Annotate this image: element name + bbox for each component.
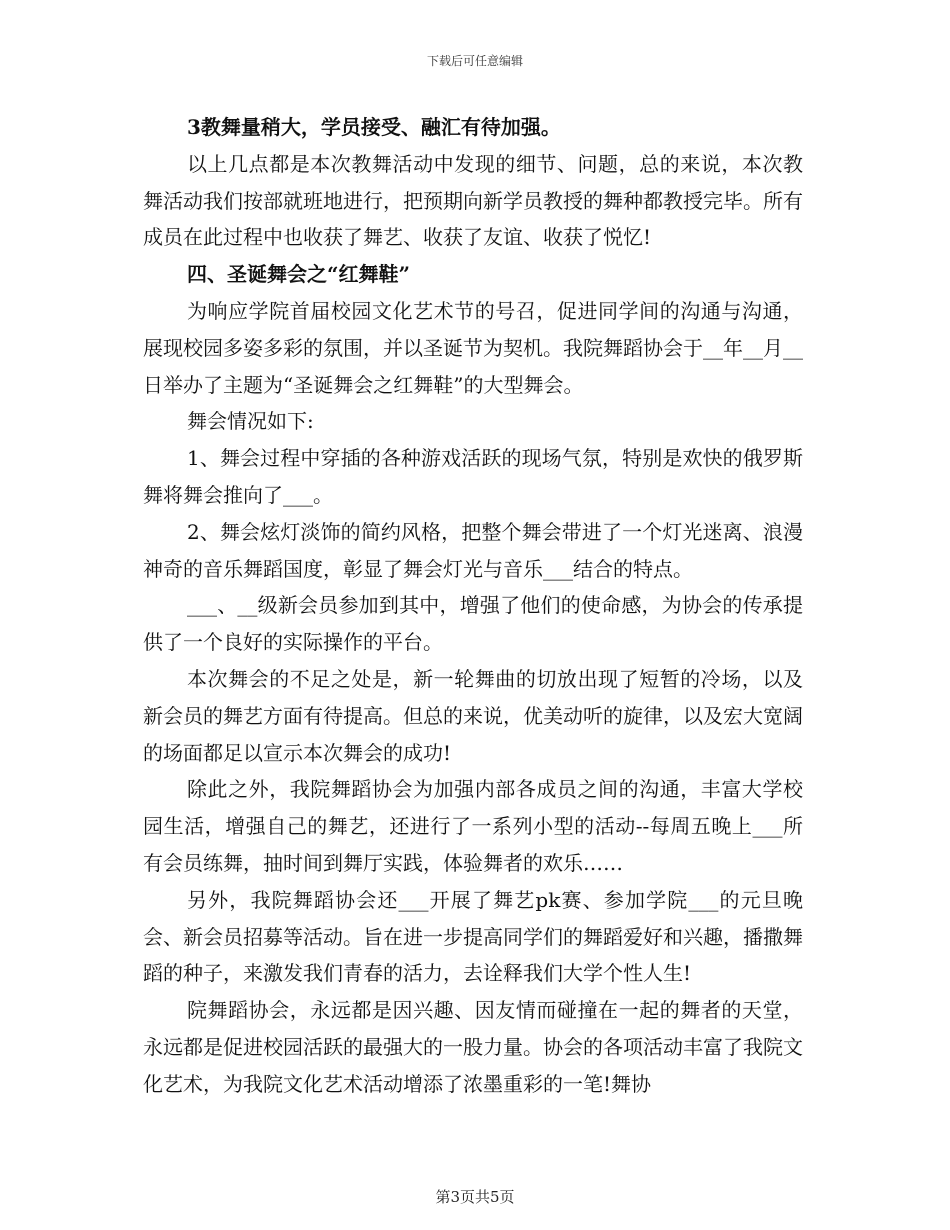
paragraph-5: 舞会情况如下: bbox=[187, 409, 314, 434]
paragraph-9: 本次舞会的不足之处是，新一轮舞曲的切放出现了短暂的冷场，以及新会员的舞艺方面有待提高。但总的来说，优美动听的旋律，以及宏大宽阔的场面都足以宣示本次舞会的成功! bbox=[143, 666, 803, 765]
section-heading: 四、圣诞舞会之“红舞鞋” bbox=[187, 262, 411, 287]
paragraph-8: ___、__级新会员参加到其中，增强了他们的使命感，为协会的传承提供了一个良好的实际操作的平台。 bbox=[143, 593, 803, 655]
paragraph-1: 3教舞量稍大，学员接受、融汇有待加强。 bbox=[187, 115, 561, 139]
paragraph-6: 1、舞会过程中穿插的各种游戏活跃的现场气氛，特别是欢快的俄罗斯舞将舞会推向了___。 bbox=[143, 446, 803, 507]
page-header: 下载后可任意编辑 bbox=[426, 54, 523, 68]
document-body bbox=[143, 109, 803, 1103]
paragraph-4: 为响应学院首届校园文化艺术节的号召，促进同学间的沟通与沟通，展现校园多姿多彩的氛围，并以圣诞节为契机。我院舞蹈协会于__年__月__日举办了主题为“圣诞舞会之红舞鞋”的大型舞会。 bbox=[143, 298, 803, 397]
paragraph-12: 院舞蹈协会，永远都是因兴趣、因友情而碰撞在一起的舞者的天堂，永远都是促进校园活跃的最强大的一股力量。协会的各项活动丰富了我院文化艺术，为我院文化艺术活动增添了浓墨重彩的一笔!舞协 bbox=[143, 998, 803, 1096]
page-footer: 第3页共5页 bbox=[435, 1188, 515, 1206]
paragraph-10: 除此之外，我院舞蹈协会为加强内部各成员之间的沟通，丰富大学校园生活，增强自己的舞艺，还进行了一系列小型的活动--每周五晚上___所有会员练舞，抽时间到舞厅实践，体验舞者的欢乐…… bbox=[143, 777, 803, 875]
paragraph-7: 2、舞会炫灯淡饰的简约风格，把整个舞会带进了一个灯光迷离、浪漫神奇的音乐舞蹈国度，彰显了舞会灯光与音乐___结合的特点。 bbox=[143, 519, 803, 581]
paragraph-11: 另外，我院舞蹈协会还___开展了舞艺pk赛、参加学院___的元旦晚会、新会员招募等活动。旨在进一步提高同学们的舞蹈爱好和兴趣，播撒舞蹈的种子，来激发我们青春的活力，去诠释我们大学个性人生! bbox=[143, 887, 803, 986]
paragraph-2: 以上几点都是本次教舞活动中发现的细节、问题，总的来说，本次教舞活动我们按部就班地进行，把预期向新学员教授的舞种都教授完毕。所有成员在此过程中也收获了舞艺、收获了友谊、收获了悦忆! bbox=[143, 151, 803, 250]
